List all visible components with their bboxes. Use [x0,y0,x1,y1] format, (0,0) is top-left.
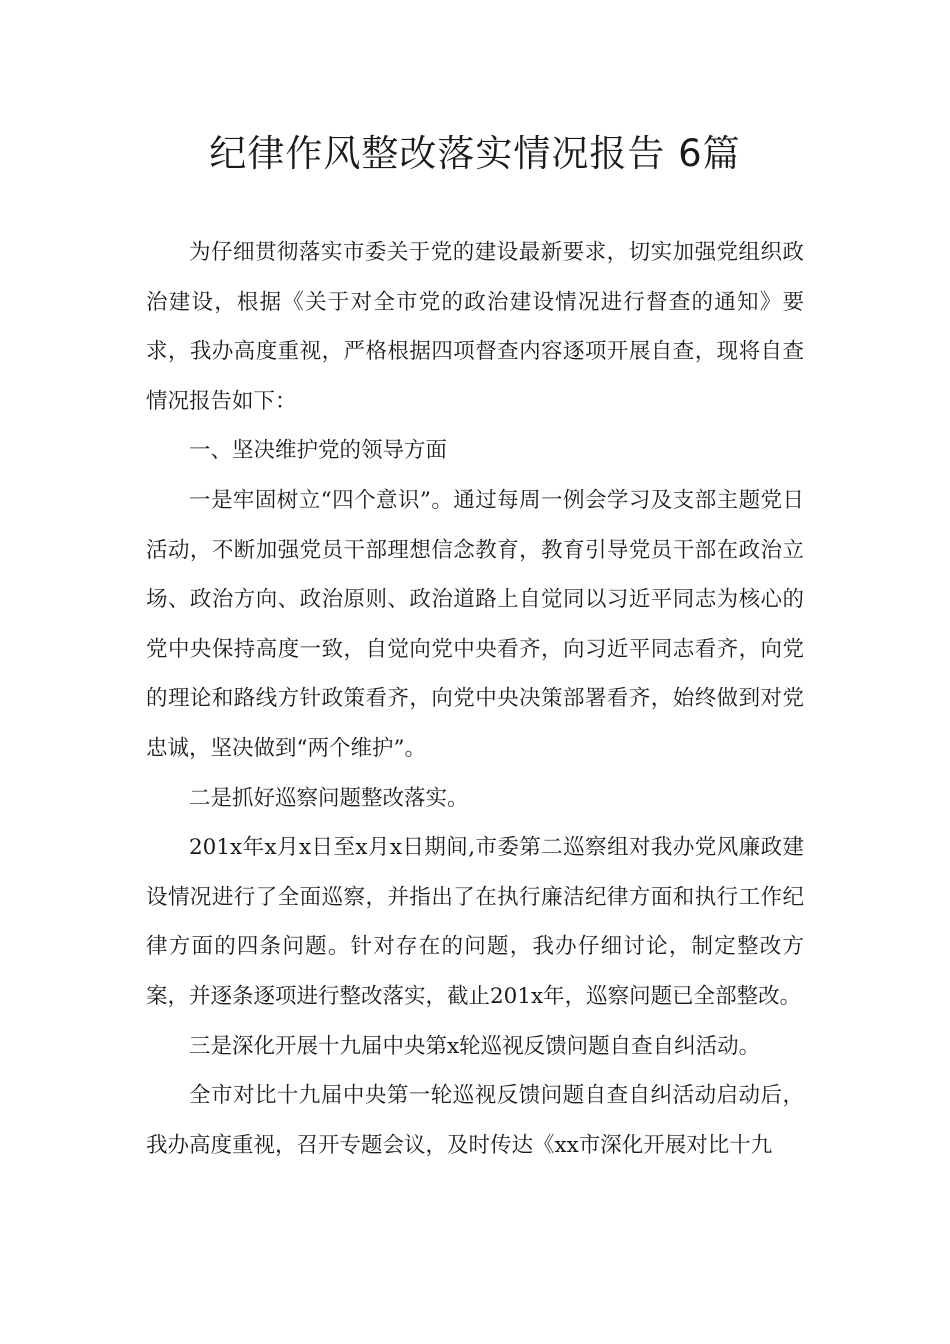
paragraph-inspection-detail: 201x年x月x日至x月x日期间,市委第二巡察组对我办党风廉政建设情况进行了全面巡察，并指出了在执行廉洁纪律方面和执行工作纪律方面的四条问题。针对存在的问题，我办仔细讨论，制定整改方案，并逐条逐项进行整改落实，截止201x年，巡察问题已全部整改。 [146,835,804,1009]
document-body [146,228,804,1170]
paragraph-inspection-heading: 二是抓好巡察问题整改落实。 [189,785,469,811]
paragraph-self-inspection-heading: 三是深化开展十九届中央第x轮巡视反馈问题自查自纠活动。 [189,1033,761,1059]
paragraph-four-consciousness: 一是牢固树立“四个意识”。通过每周一例会学习及支部主题党日活动，不断加强党员干部理想信念教育，教育引导党员干部在政治立场、政治方向、政治原则、政治道路上自觉同以习近平同志为核心的党中央保持高度一致，自觉向党中央看齐，向习近平同志看齐，向党的理论和路线方针政策看齐，向党中央决策部署看齐，始终做到对党忠诚，坚决做到“两个维护”。 [146,487,804,761]
document-title: 纪律作风整改落实情况报告 6篇 [209,132,741,175]
paragraph-intro: 为仔细贯彻落实市委关于党的建设最新要求，切实加强党组织政治建设，根据《关于对全市党的政治建设情况进行督查的通知》要求，我办高度重视，严格根据四项督查内容逐项开展自查，现将自查情况报告如下： [146,240,804,414]
section-heading-1: 一、坚决维护党的领导方面 [189,438,448,464]
paragraph-self-inspection-detail: 全市对比十九届中央第一轮巡视反馈问题自查自纠活动启动后，我办高度重视，召开专题会议，及时传达《xx市深化开展对比十九 [146,1083,804,1158]
